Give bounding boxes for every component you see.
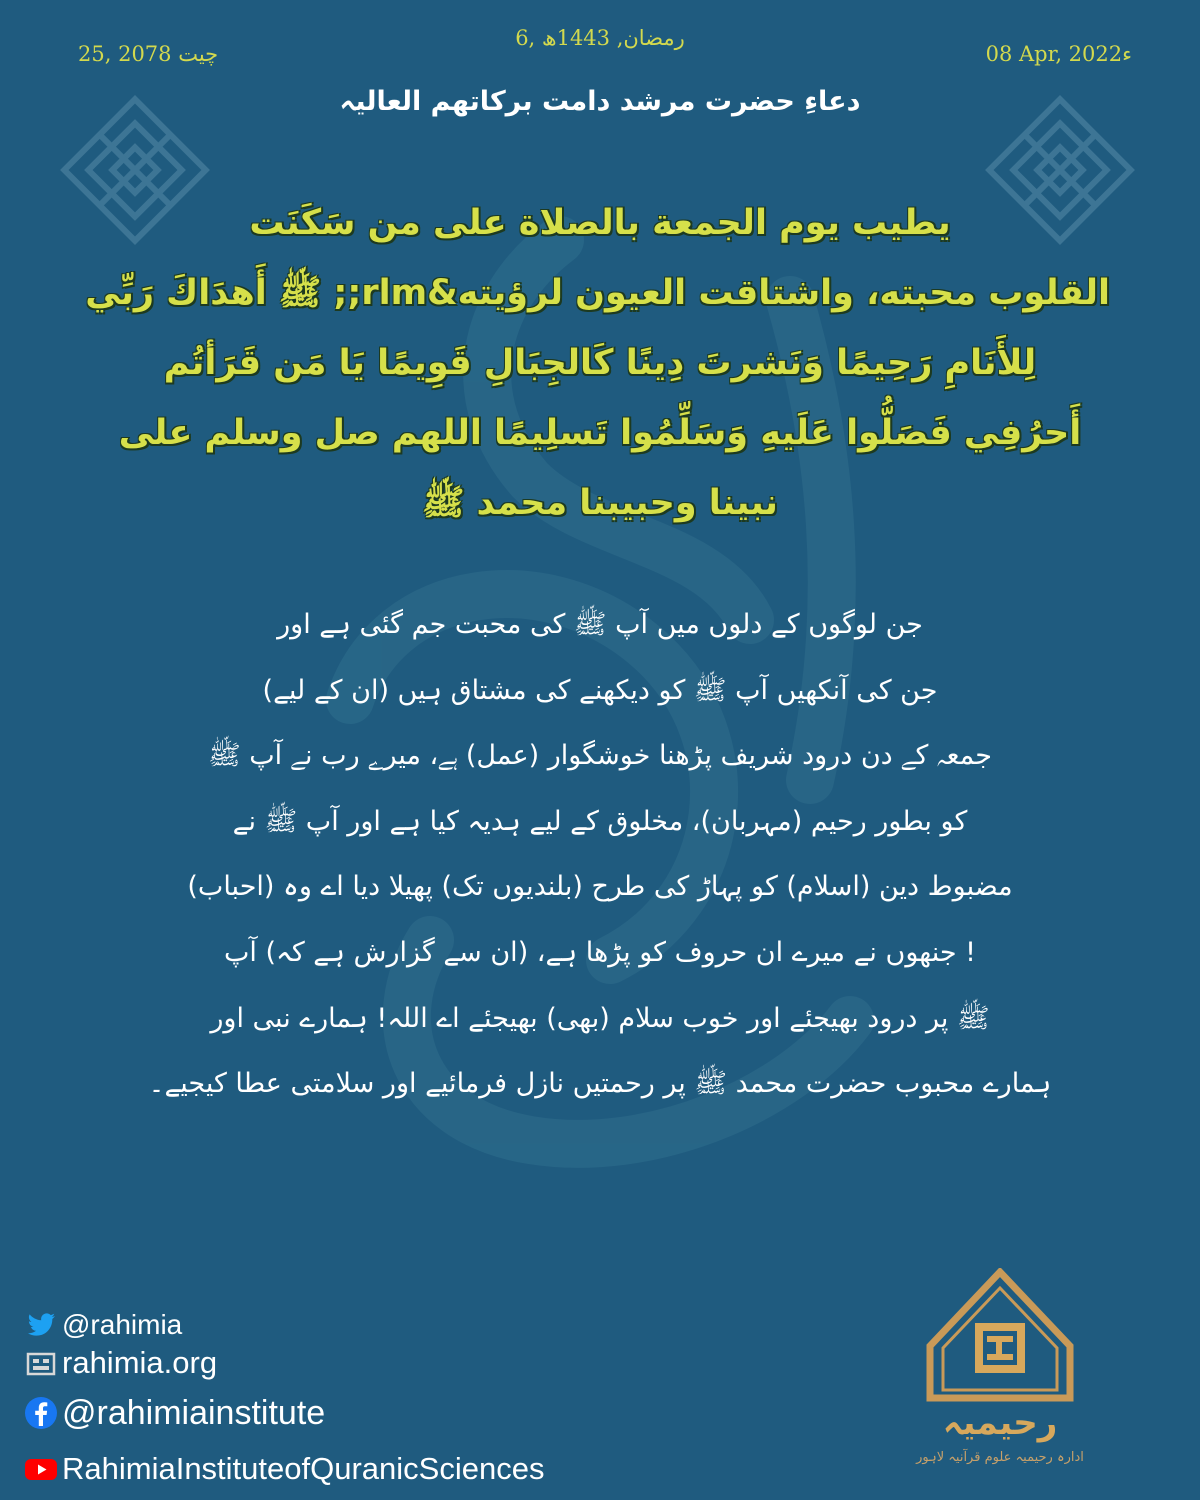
urdu-line: ہمارے محبوب حضرت محمد ﷺ پر رحمتیں نازل فرمائیے اور سلامتی عطا کیجیے۔ (148, 1068, 1052, 1100)
urdu-line: ! جنھوں نے میرے ان حروف کو پڑھا ہے، (ان سے گزارش ہے کہ) آپ (223, 936, 976, 968)
facebook-handle: @rahimiainstitute (62, 1393, 326, 1432)
arabic-line: القلوب محبته، واشتاقت العيون لرؤيته&rlm;; ﷺ أَهدَاكَ رَبِّي (85, 273, 1110, 313)
arabic-supplication (85, 188, 1110, 538)
gregorian-date: 08 Apr, 2022ء (985, 42, 1132, 66)
urdu-line: جن کی آنکھیں آپ ﷺ کو دیکھنے کی مشتاق ہیں (ان کے لیے) (262, 674, 938, 706)
youtube-link[interactable] (24, 1452, 544, 1486)
urdu-line: جمعہ کے دن درود شریف پڑھنا خوشگوار (عمل) ہے، میرے رب نے آپ ﷺ (208, 740, 992, 772)
arabic-line: لِلأَنَامِ رَحِيمًا وَنَشرتَ دِينًا كَالجِبَالِ قَوِيمًا يَا مَن قَرَأتُم (163, 343, 1037, 383)
youtube-icon (24, 1452, 58, 1486)
facebook-link[interactable] (24, 1393, 326, 1432)
youtube-channel: RahimiaInstituteofQuranicSciences (62, 1451, 545, 1486)
arabic-line: يطيب يوم الجمعة بالصلاة على من سَكَنَت (249, 203, 951, 243)
arabic-line: نبينا وحبيبنا محمد ﷺ (422, 483, 778, 523)
logo-subtitle: ادارہ رحیمیہ علوم قرآنیہ لاہور (916, 1450, 1084, 1465)
website-url: rahimia.org (62, 1345, 218, 1380)
page-title: دعاءِ حضرت مرشد دامت برکاتھم العالیہ (339, 86, 861, 117)
logo-wordmark: رحیمیہ (942, 1403, 1058, 1443)
arabic-line: أَحرُفِي فَصَلُّوا عَلَيهِ وَسَلِّمُوا تَسلِيمًا اللهم صل وسلم على (118, 413, 1082, 453)
urdu-line: جن لوگوں کے دلوں میں آپ ﷺ کی محبت جم گئی ہے اور (277, 609, 923, 640)
twitter-link[interactable] (24, 1308, 182, 1342)
urdu-line: مضبوط دین (اسلام) کو پہاڑ کی طرح (بلندیوں تک) پھیلا دیا اے وہ (احباب) (187, 871, 1013, 903)
twitter-handle: @rahimia (62, 1309, 183, 1340)
urdu-line: کو بطور رحیم (مہربان)، مخلوق کے لیے ہدیہ کیا ہے اور آپ ﷺ نے (232, 805, 968, 837)
bikrami-date: 25, چیت 2078 (78, 42, 219, 66)
hijri-date: 6, رمضان, 1443ھ (515, 26, 685, 50)
website-icon (24, 1346, 58, 1380)
website-link[interactable] (24, 1346, 217, 1380)
urdu-line: ﷺ پر درود بھیجئے اور خوب سلام (بھی) بھیجئے اے اللہ! ہمارے نبی اور (210, 1002, 990, 1034)
urdu-translation (90, 592, 1110, 1117)
facebook-icon (24, 1396, 58, 1430)
twitter-icon (24, 1308, 58, 1342)
